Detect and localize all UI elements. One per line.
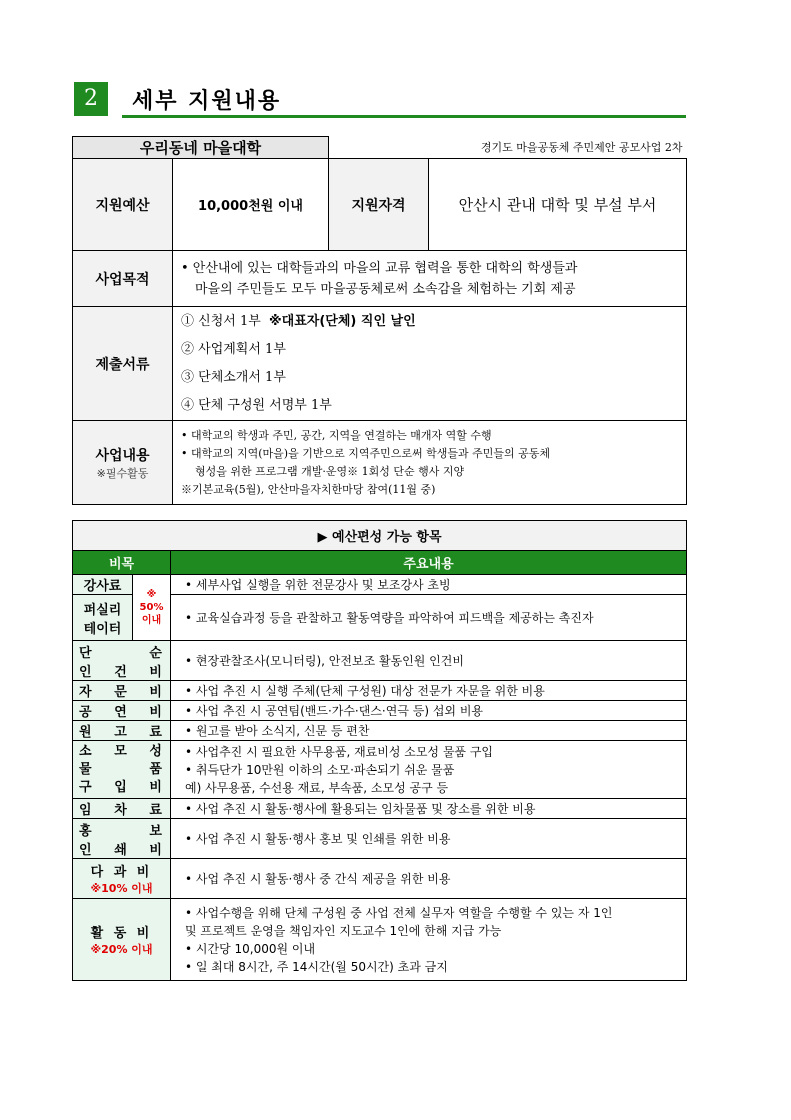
column-item: 비목 — [73, 551, 171, 575]
item-name: 강사료 — [73, 575, 133, 595]
item-name: 소 모 성 물 품 구 입 비 — [73, 741, 171, 799]
content-line: 형성을 위한 프로그램 개발·운영※ 1회성 단순 행사 지양 — [195, 464, 465, 478]
purpose-text — [173, 251, 687, 307]
item-desc: • 사업수행을 위해 단체 구성원 중 사업 전체 실무자 역할을 수행할 수 있는 자 1인 및 프로젝트 운영을 책임자인 지도교수 1인에 한해 지급 가능 • 시간당 10,000원 이내 • 일 최대 8시간, 주 14시간(월 50시간) 초과 금지 — [171, 899, 687, 981]
item-name: 임 차 료 — [73, 799, 171, 819]
item-desc: • 사업추진 시 필요한 사무용품, 재료비성 소모성 물품 구입 • 취득단가 10만원 이하의 소모·파손되기 쉬운 물품 예) 사무용품, 수선용 재료, 부속품, 소모성 공구 등 — [171, 741, 687, 799]
docs-item: ③ 단체소개서 1부 — [181, 369, 286, 385]
budget-table-title: ▶ 예산편성 가능 항목 — [73, 521, 687, 551]
item-name: 퍼실리 테이터 — [73, 595, 133, 641]
support-info-table — [72, 136, 687, 505]
item-cap-note: ※ 50% 이내 — [133, 575, 171, 641]
content-sublabel: ※필수활동 — [96, 466, 149, 480]
purpose-line: • 안산내에 있는 대학들과의 마을의 교류 협력을 통한 대학의 학생들과 — [181, 260, 578, 276]
content-line: • 대학교의 지역(마을)을 기반으로 지역주민으로써 학생들과 주민들의 공동체 — [181, 446, 550, 460]
item-name: 홍 보 인 쇄 비 — [73, 819, 171, 859]
content-line: • 대학교의 학생과 주민, 공간, 지역을 연결하는 매개자 역할 수행 — [181, 428, 492, 442]
item-name: 다 과 비 ※10% 이내 — [73, 859, 171, 899]
docs-item: ② 사업계획서 1부 — [181, 341, 286, 357]
content-label: 사업내용 ※필수활동 — [73, 421, 173, 505]
column-content: 주요내용 — [171, 551, 687, 575]
budget-value: 10,000천원 이내 — [173, 159, 329, 251]
item-desc: • 사업 추진 시 활동·행사 홍보 및 인쇄를 위한 비용 — [171, 819, 687, 859]
docs-seal-note: ※대표자(단체) 직인 날인 — [269, 313, 416, 329]
item-name: 단 순 인 건 비 — [73, 641, 171, 681]
docs-label: 제출서류 — [73, 307, 173, 421]
section-underline — [122, 115, 686, 118]
program-source: 경기도 마을공동체 주민제안 공모사업 2차 — [329, 137, 687, 159]
content-line: ※기본교육(5월), 안산마을자치한마당 참여(11월 중) — [181, 482, 436, 496]
item-desc: • 사업 추진 시 활동·행사에 활용되는 임차물품 및 장소를 위한 비용 — [171, 799, 687, 819]
docs-item: ① 신청서 1부 ※대표자(단체) 직인 날인 — [181, 313, 416, 329]
item-name: 자 문 비 — [73, 681, 171, 701]
item-desc: • 세부사업 실행을 위한 전문강사 및 보조강사 초빙 — [171, 575, 687, 595]
section-title: 세부 지원내용 — [132, 89, 282, 114]
item-desc: • 현장관찰조사(모니터링), 안전보조 활동인원 인건비 — [171, 641, 687, 681]
item-desc: • 교육실습과정 등을 관찰하고 활동역량을 파악하여 피드백을 제공하는 촉진자 — [171, 595, 687, 641]
docs-list — [173, 307, 687, 421]
program-name: 우리동네 마을대학 — [73, 137, 329, 159]
purpose-label: 사업목적 — [73, 251, 173, 307]
item-name: 원 고 료 — [73, 721, 171, 741]
item-desc: • 사업 추진 시 활동·행사 중 간식 제공을 위한 비용 — [171, 859, 687, 899]
item-desc: • 사업 추진 시 실행 주체(단체 구성원) 대상 전문가 자문을 위한 비용 — [171, 681, 687, 701]
item-name: 활 동 비 ※20% 이내 — [73, 899, 171, 981]
item-cap-note: ※20% 이내 — [90, 943, 153, 956]
section-number: 2 — [74, 82, 108, 116]
content-text — [173, 421, 687, 505]
docs-item: ④ 단체 구성원 서명부 1부 — [181, 397, 332, 413]
item-cap-note: ※10% 이내 — [90, 882, 153, 895]
purpose-line: 마을의 주민들도 모두 마을공동체로써 소속감을 체험하는 기회 제공 — [195, 281, 576, 297]
section-header — [74, 82, 686, 118]
budget-label: 지원예산 — [73, 159, 173, 251]
item-desc: • 원고를 받아 소식지, 신문 등 편찬 — [171, 721, 687, 741]
eligibility-value: 안산시 관내 대학 및 부설 부서 — [429, 159, 687, 251]
item-name: 공 연 비 — [73, 701, 171, 721]
item-desc: • 사업 추진 시 공연팀(밴드·가수·댄스·연극 등) 섭외 비용 — [171, 701, 687, 721]
budget-items-table — [72, 520, 687, 981]
eligibility-label: 지원자격 — [329, 159, 429, 251]
